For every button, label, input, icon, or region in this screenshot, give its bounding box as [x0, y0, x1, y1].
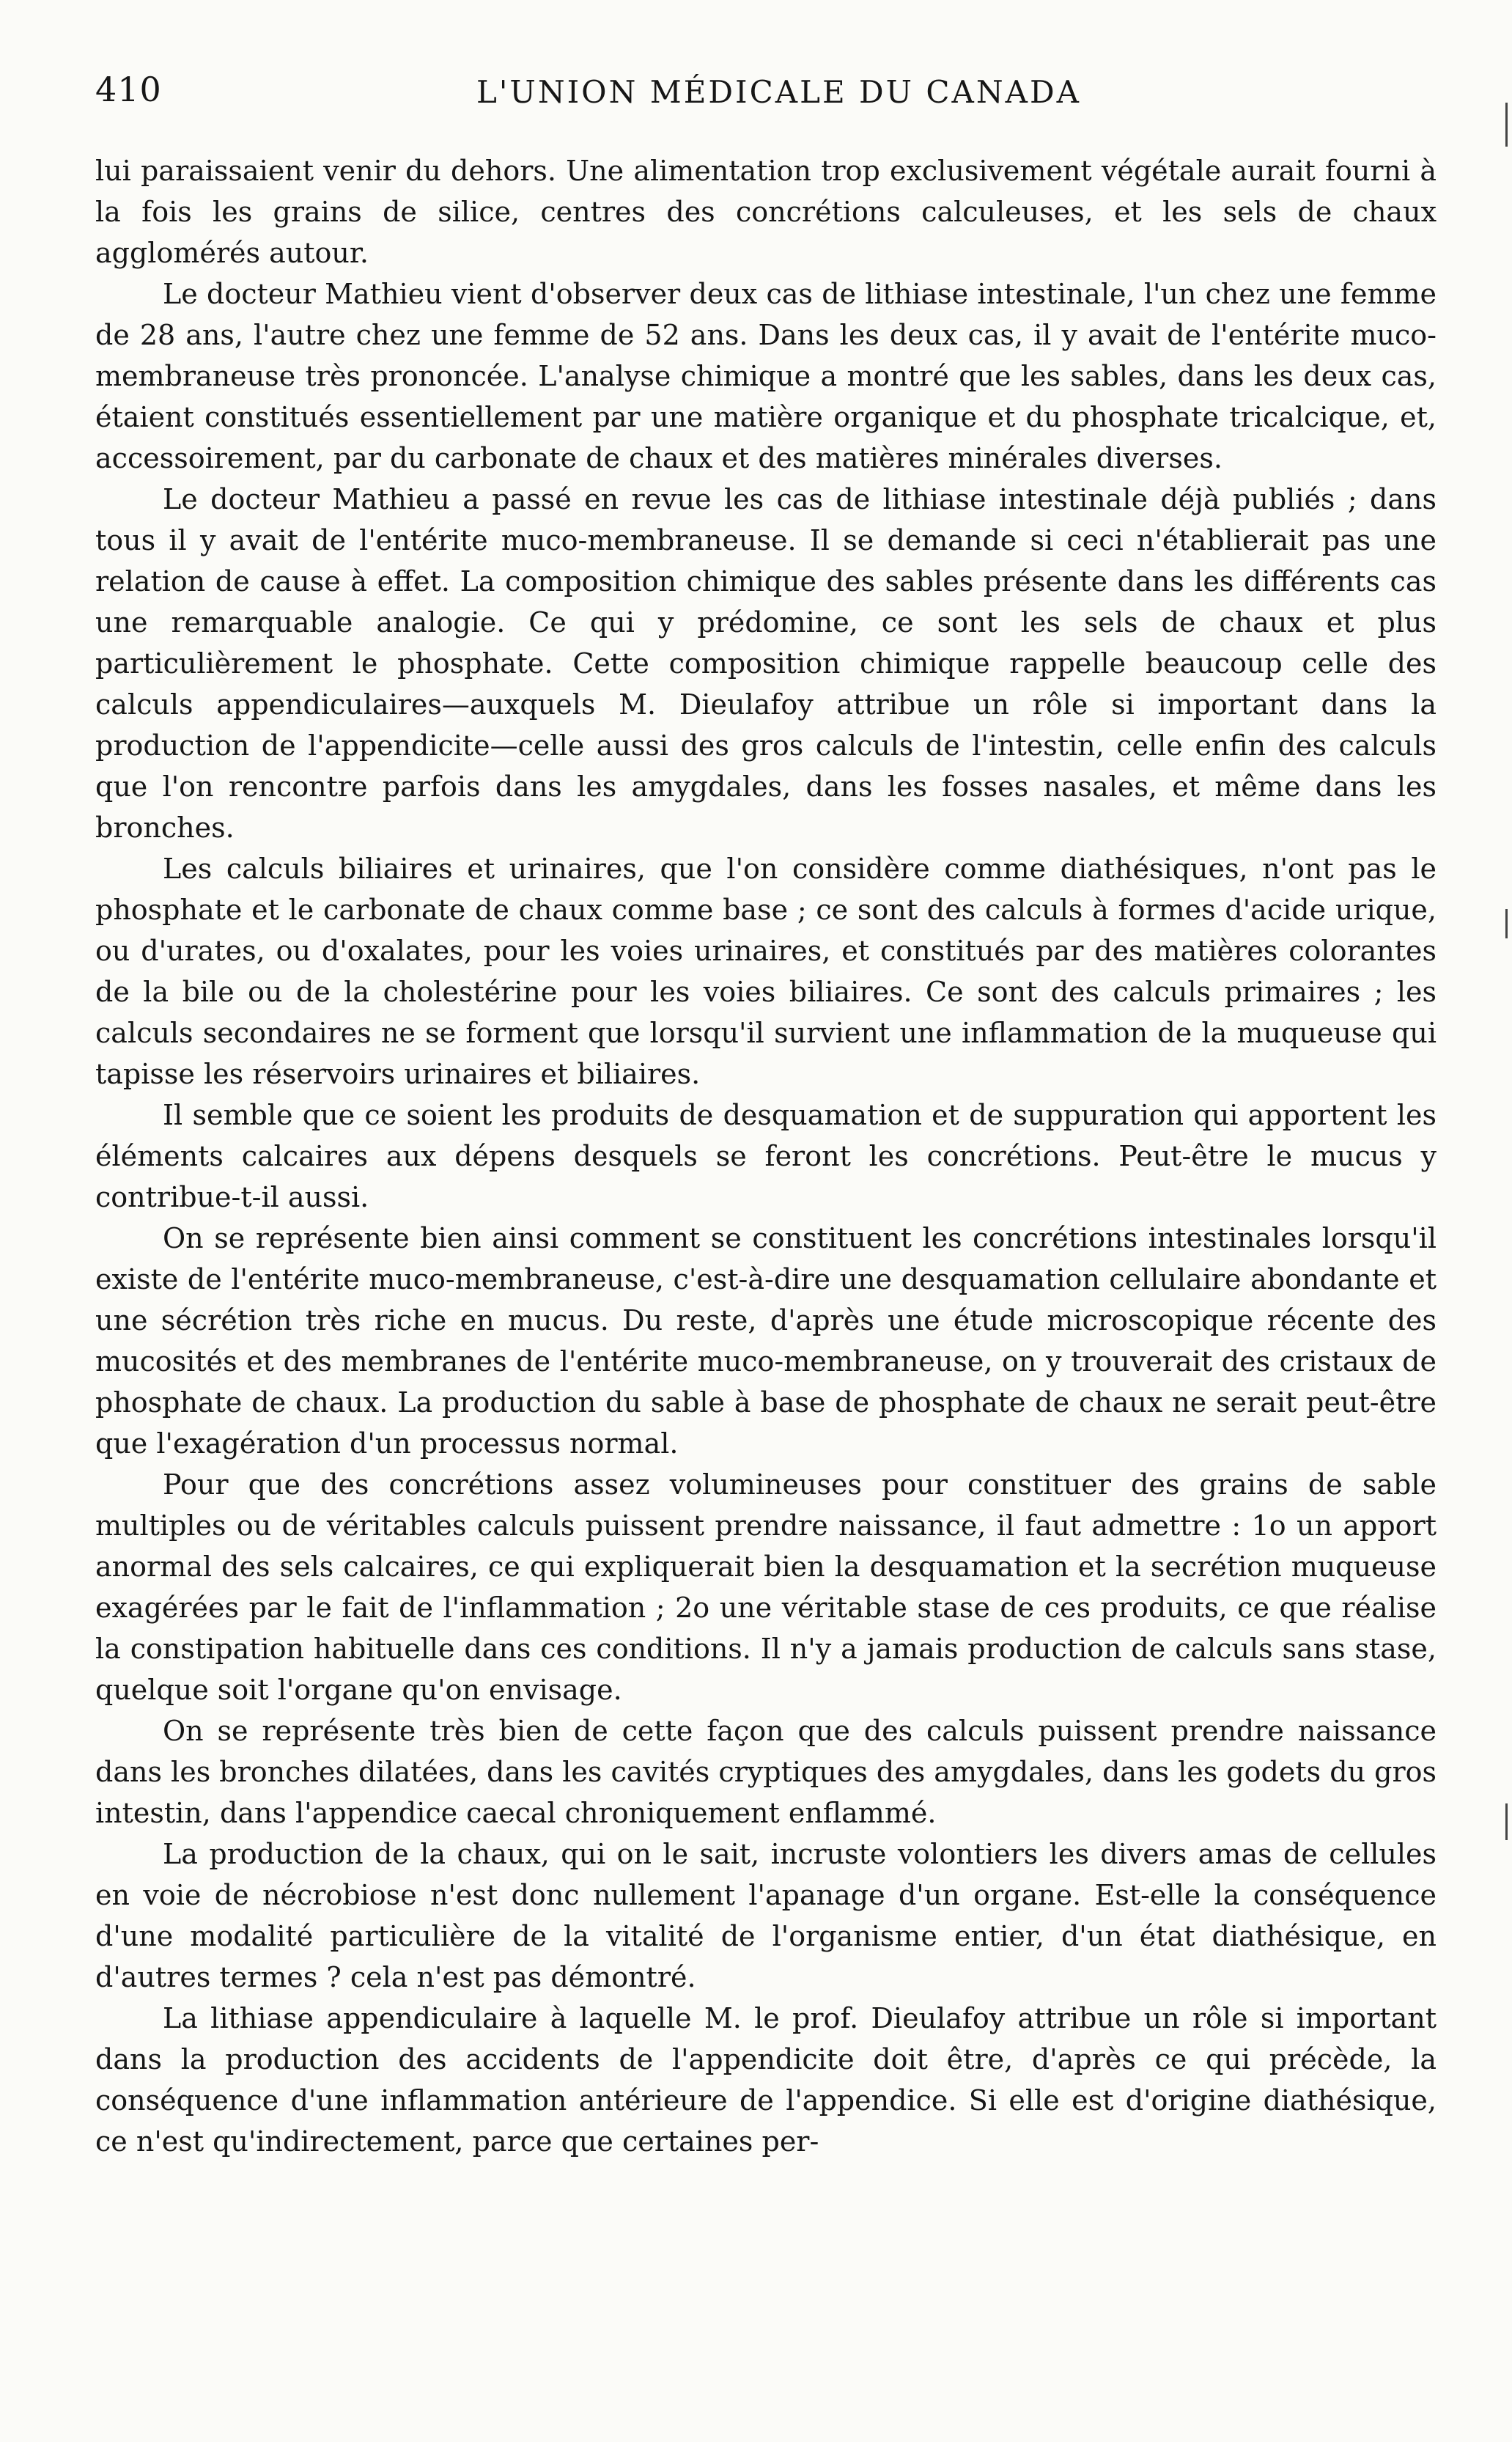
- article-body: [95, 150, 1437, 2162]
- scan-edge-mark: [1505, 909, 1508, 938]
- page-number: 410: [95, 70, 162, 109]
- scan-edge-mark: [1505, 103, 1508, 147]
- paragraph: Pour que des concrétions assez volumineuses pour constituer des grains de sable multiples ou de véritables calculs puissent prendre naissance, il faut admettre : 1o un apport anormal des sels calcaires, ce qui expliquerait bien la desquamation et la secrétion muqueuse exagérées par le fait de l'inflammation ; 2o une véritable stase de ces produits, ce que réalise la constipation habituelle dans ces conditions. Il n'y a jamais production de calculs sans stase, quelque soit l'organe qu'on envisage.: [95, 1468, 1437, 1706]
- paragraph: Il semble que ce soient les produits de desquamation et de suppuration qui apportent les éléments calcaires aux dépens desquels se feront les concrétions. Peut-être le mucus y contribue-t-il aussi.: [95, 1099, 1437, 1213]
- paragraph: La lithiase appendiculaire à laquelle M. le prof. Dieulafoy attribue un rôle si important dans la production des accidents de l'appendicite doit être, d'après ce qui précède, la conséquence d'une inflammation antérieure de l'appendice. Si elle est d'origine diathésique, ce n'est qu'indirectement, parce que certaines per-: [95, 2002, 1437, 2158]
- paragraph: Les calculs biliaires et urinaires, que l'on considère comme diathésiques, n'ont pas le phosphate et le carbonate de chaux comme base ; ce sont des calculs à formes d'acide urique, ou d'urates, ou d'oxalates, pour les voies urinaires, et constitués par des matières colorantes de la bile ou de la cholestérine pour les voies biliaires. Ce sont des calculs primaires ; les calculs secondaires ne se forment que lorsqu'il survient une inflammation de la muqueuse qui tapisse les réservoirs urinaires et biliaires.: [95, 853, 1437, 1090]
- scan-edge-mark: [1505, 1803, 1508, 1840]
- paragraph: On se représente bien ainsi comment se constituent les concrétions intestinales lorsqu'il existe de l'entérite muco-membraneuse, c'est-à-dire une desquamation cellulaire abondante et une sécrétion très riche en mucus. Du reste, d'après une étude microscopique récente des mucosités et des membranes de l'entérite muco-membraneuse, on y trouverait des cristaux de phosphate de chaux. La production du sable à base de phosphate de chaux ne serait peut-être que l'exagération d'un processus normal.: [95, 1222, 1437, 1460]
- paragraph: lui paraissaient venir du dehors. Une alimentation trop exclusivement végétale aurait fourni à la fois les grains de silice, centres des concrétions calculeuses, et les sels de chaux agglomérés autour.: [95, 155, 1437, 269]
- paragraph: La production de la chaux, qui on le sait, incruste volontiers les divers amas de cellules en voie de nécrobiose n'est donc nullement l'apanage d'un organe. Est-elle la conséquence d'une modalité particulière de la vitalité de l'organisme entier, d'un état diathésique, en d'autres termes ? cela n'est pas démontré.: [95, 1838, 1437, 1993]
- paragraph: Le docteur Mathieu vient d'observer deux cas de lithiase intestinale, l'un chez une femme de 28 ans, l'autre chez une femme de 52 ans. Dans les deux cas, il y avait de l'entérite muco-membraneuse très prononcée. L'analyse chimique a montré que les sables, dans les deux cas, étaient constitués essentiellement par une matière organique et du phosphate tricalcique, et, accessoirement, par du carbonate de chaux et des matières minérales diverses.: [95, 278, 1437, 474]
- paragraph: Le docteur Mathieu a passé en revue les cas de lithiase intestinale déjà publiés ; dans tous il y avait de l'entérite muco-membraneuse. Il se demande si ceci n'établierait pas une relation de cause à effet. La composition chimique des sables présente dans les différents cas une remarquable analogie. Ce qui y prédomine, ce sont les sels de chaux et plus particulièrement le phosphate. Cette composition chimique rappelle beaucoup celle des calculs appendiculaires—auxquels M. Dieulafoy attribue un rôle si important dans la production de l'appendicite—celle aussi des gros calculs de l'intestin, celle enfin des calculs que l'on rencontre parfois dans les amygdales, dans les fosses nasales, et même dans les bronches.: [95, 483, 1437, 844]
- page-header: [95, 70, 1429, 128]
- running-head: L'UNION MÉDICALE DU CANADA: [476, 74, 1081, 110]
- paragraph: On se représente très bien de cette façon que des calculs puissent prendre naissance dans les bronches dilatées, dans les cavités cryptiques des amygdales, dans les godets du gros intestin, dans l'appendice caecal chroniquement enflammé.: [95, 1715, 1437, 1829]
